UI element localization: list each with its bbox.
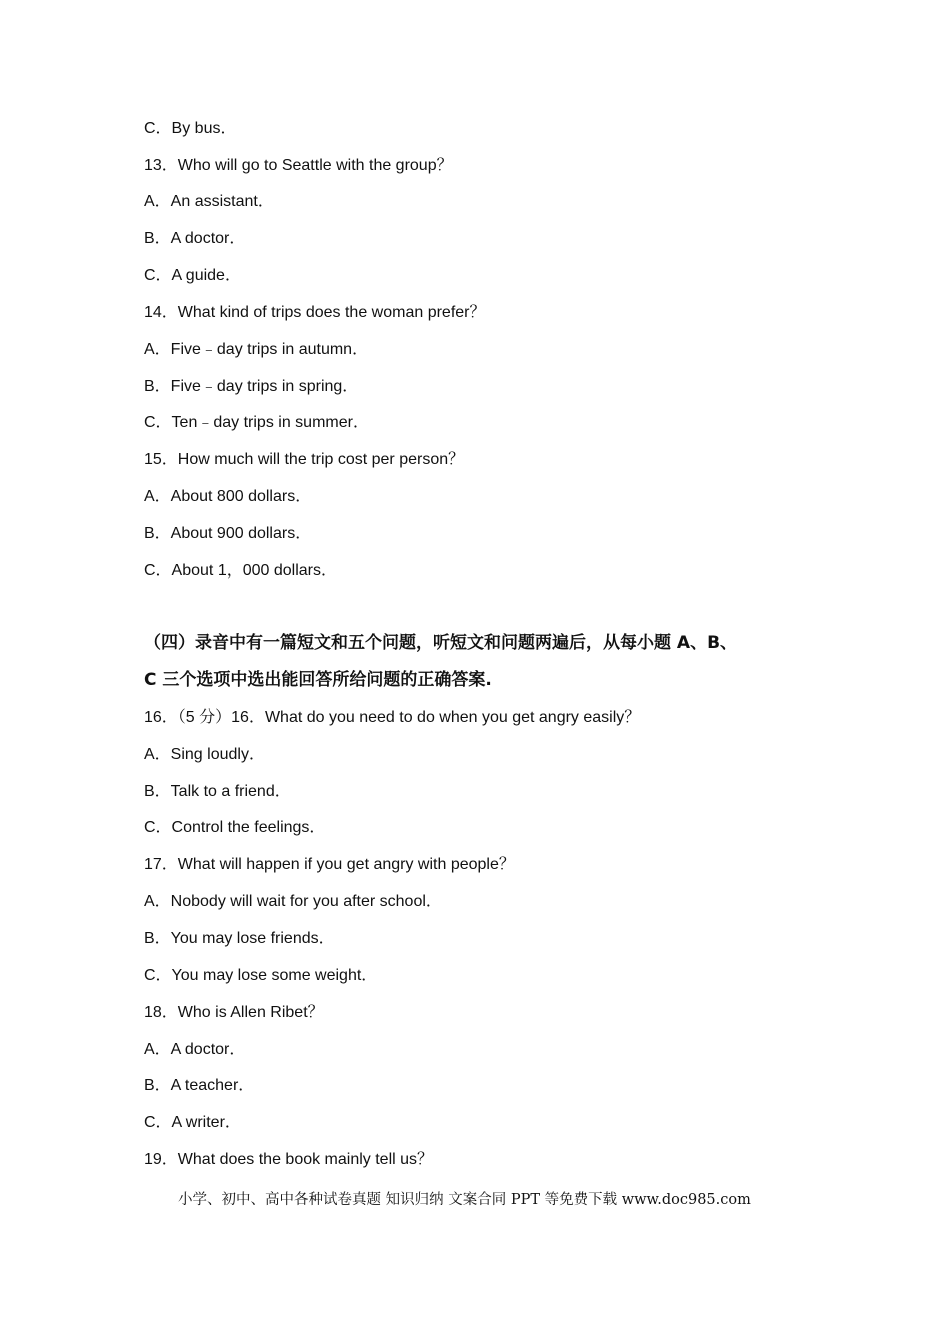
page-footer: 小学、初中、高中各种试卷真题 知识归纳 文案合同 PPT 等免费下载 www.doc985.com bbox=[178, 1192, 751, 1208]
question-15: 15．How much will the trip cost per person？ bbox=[144, 451, 465, 468]
option-a: A．An assistant． bbox=[144, 193, 274, 210]
question-14: 14．What kind of trips does the woman prefer？ bbox=[144, 304, 486, 321]
question-19: 19．What does the book mainly tell us？ bbox=[144, 1151, 434, 1168]
option-b: B．A teacher． bbox=[144, 1077, 255, 1094]
option-b: B．Five﹣day trips in spring． bbox=[144, 378, 359, 395]
option-a: A．A doctor． bbox=[144, 1041, 246, 1058]
option-c: C．A guide． bbox=[144, 267, 241, 284]
option-a: A．About 800 dollars． bbox=[144, 488, 312, 505]
option-a: A．Nobody will wait for you after school． bbox=[144, 893, 442, 910]
option-b: B．Talk to a friend． bbox=[144, 783, 291, 800]
option-b: B．A doctor． bbox=[144, 230, 246, 247]
question-13: 13．Who will go to Seattle with the group？ bbox=[144, 157, 453, 174]
option-b: B．You may lose friends． bbox=[144, 930, 335, 947]
option-a: A．Five﹣day trips in autumn． bbox=[144, 341, 369, 358]
option-c: C．You may lose some weight． bbox=[144, 967, 378, 984]
question-17: 17．What will happen if you get angry with people？ bbox=[144, 856, 515, 873]
option-c: C．By bus． bbox=[144, 120, 237, 137]
section-heading-line-2: C 三个选项中选出能回答所给问题的正确答案. bbox=[144, 670, 492, 690]
option-c: C．Control the feelings． bbox=[144, 819, 326, 836]
option-a: A．Sing loudly． bbox=[144, 746, 265, 763]
question-16: 16．（5 分）16．What do you need to do when you get angry easily？ bbox=[144, 709, 641, 726]
option-c: C．A writer． bbox=[144, 1114, 241, 1131]
option-c: C．About 1，000 dollars． bbox=[144, 562, 337, 579]
question-18: 18．Who is Allen Ribet？ bbox=[144, 1004, 324, 1021]
option-c: C．Ten﹣day trips in summer． bbox=[144, 414, 369, 431]
option-b: B．About 900 dollars． bbox=[144, 525, 312, 542]
section-heading-line-1: （四）录音中有一篇短文和五个问题，听短文和问题两遍后，从每小题 A、B、 bbox=[144, 633, 738, 653]
